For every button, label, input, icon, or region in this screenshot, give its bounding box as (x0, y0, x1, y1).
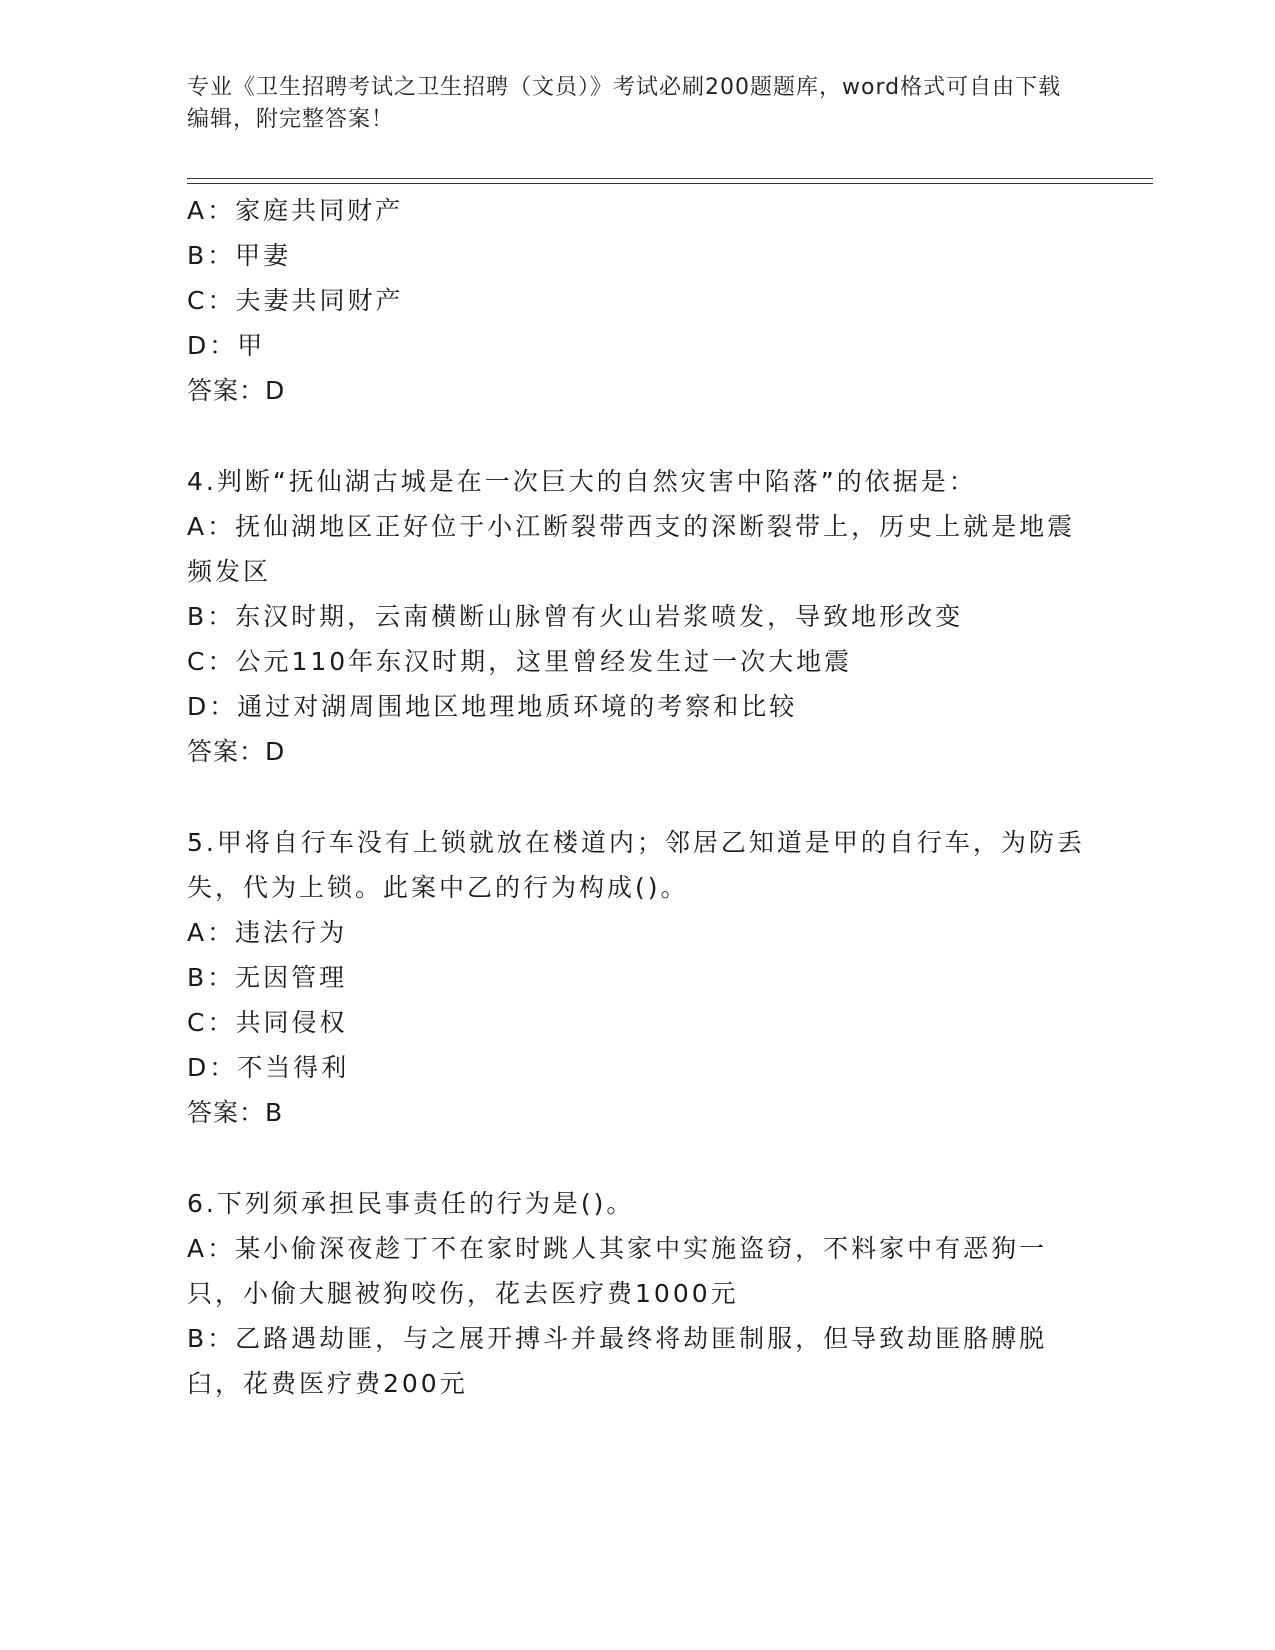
q5-answer: 答案：B (187, 1098, 284, 1127)
q4-option-b: B：东汉时期，云南横断山脉曾有火山岩浆喷发，导致地形改变 (187, 602, 964, 631)
q6-stem: 6.下列须承担民事责任的行为是()。 (187, 1189, 635, 1218)
q3-answer: 答案：D (187, 376, 286, 405)
question-3 (187, 188, 1087, 413)
q5-stem: 5.甲将自行车没有上锁就放在楼道内；邻居乙知道是甲的自行车，为防丢失，代为上锁。此案中乙的行为构成()。 (187, 828, 1085, 902)
question-6 (187, 1181, 1087, 1406)
header-rule-top (187, 178, 1153, 179)
document-header: 专业《卫生招聘考试之卫生招聘（文员）》考试必刷200题题库，word格式可自由下载编辑，附完整答案！ (187, 75, 1062, 132)
q3-option-b: B：甲妻 (187, 241, 292, 270)
q4-option-d: D：通过对湖周围地区地理地质环境的考察和比较 (187, 692, 798, 721)
header-rule-bottom (187, 183, 1153, 184)
question-content (187, 188, 1087, 1406)
q4-answer: 答案：D (187, 737, 286, 766)
q5-option-d: D：不当得利 (187, 1053, 350, 1082)
q4-option-a: A：抚仙湖地区正好位于小江断裂带西支的深断裂带上，历史上就是地震频发区 (187, 512, 1076, 586)
question-4 (187, 459, 1087, 774)
q5-option-b: B：无因管理 (187, 963, 348, 992)
q6-option-a: A：某小偷深夜趁丁不在家时跳人其家中实施盗窃，不料家中有恶狗一只，小偷大腿被狗咬伤，花去医疗费1000元 (187, 1234, 1048, 1308)
q3-option-c: C：夫妻共同财产 (187, 286, 404, 315)
q5-option-c: C：共同侵权 (187, 1008, 348, 1037)
q6-option-b: B：乙路遇劫匪，与之展开搏斗并最终将劫匪制服，但导致劫匪胳膊脱臼，花费医疗费200元 (187, 1324, 1048, 1398)
question-5 (187, 820, 1087, 1135)
q5-option-a: A：违法行为 (187, 918, 348, 947)
q4-stem: 4.判断“抚仙湖古城是在一次巨大的自然灾害中陷落”的依据是： (187, 467, 977, 496)
q3-option-d: D：甲 (187, 331, 266, 360)
q4-option-c: C：公元110年东汉时期，这里曾经发生过一次大地震 (187, 647, 853, 676)
q3-option-a: A：家庭共同财产 (187, 196, 404, 225)
